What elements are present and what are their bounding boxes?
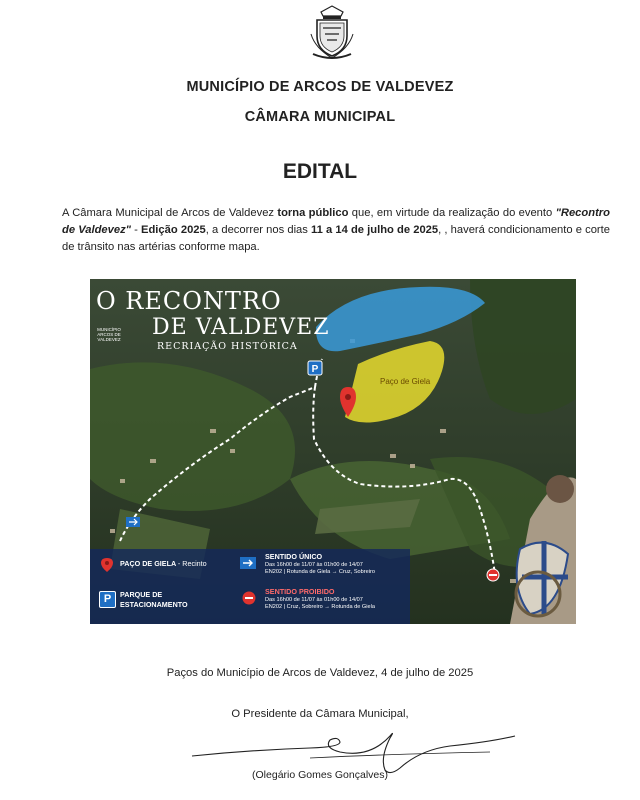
map-brand: MUNICÍPIO ARCOS DE VALDEVEZ bbox=[97, 327, 121, 342]
map-title-line2: DE VALDEVEZ bbox=[152, 315, 330, 340]
intro-text: A Câmara Municipal de Arcos de Valdevez bbox=[62, 207, 278, 219]
legend-one-way-line1: Das 16h00 de 11/07 às 01h00 de 14/07 bbox=[265, 562, 363, 568]
legend-venue-note: - Recinto bbox=[177, 559, 207, 568]
traffic-map bbox=[90, 279, 576, 624]
venue-pin-icon bbox=[100, 557, 114, 573]
intro-emphasis: torna público bbox=[277, 207, 349, 219]
event-name: "Recontro de Valdevez" bbox=[62, 207, 610, 236]
intro-text: , , haverá condicionamento e corte de trânsito nas artérias conforme mapa. bbox=[62, 224, 610, 253]
intro-text: - bbox=[130, 224, 142, 236]
document-title: EDITAL bbox=[282, 160, 358, 183]
intro-text: , a decorrer nos dias bbox=[205, 224, 312, 236]
map-title-line1: O RECONTRO bbox=[96, 287, 282, 315]
venue-label: Paço de Giela bbox=[380, 377, 431, 386]
signatory-title: O Presidente da Câmara Municipal, bbox=[231, 708, 409, 720]
no-entry-legend-icon bbox=[242, 591, 256, 605]
place-date: Paços do Município de Arcos de Valdevez, 4 de julho de 2025 bbox=[166, 667, 474, 679]
intro-text: que, em virtude da realização do evento bbox=[348, 207, 556, 219]
event-dates: 11 a 14 de julho de 2025 bbox=[311, 224, 439, 236]
signatory-name: (Olegário Gomes Gonçalves) bbox=[252, 769, 388, 781]
chamber-heading: CÂMARA MUNICIPAL bbox=[244, 109, 396, 125]
one-way-legend-icon bbox=[240, 557, 256, 569]
legend-prohibited-title: SENTIDO PROIBIDO bbox=[265, 587, 335, 596]
legend-one-way-line2: EN202 | Rotunda de Giela → Cruz, Sobreiro bbox=[265, 569, 375, 575]
map-subtitle: RECRIAÇÃO HISTÓRICA bbox=[157, 341, 298, 352]
event-edition: Edição 2025 bbox=[141, 224, 206, 236]
svg-text:P: P bbox=[311, 364, 319, 375]
legend-one-way-title: SENTIDO ÚNICO bbox=[265, 552, 323, 561]
municipality-heading: MUNICÍPIO DE ARCOS DE VALDEVEZ bbox=[186, 79, 454, 95]
municipal-coat-of-arms-icon bbox=[303, 4, 361, 62]
legend-prohibited-line2: EN202 | Cruz, Sobreiro → Rotunda de Giela bbox=[265, 604, 375, 610]
parking-legend-icon: P bbox=[99, 591, 116, 608]
legend-venue-label: PAÇO DE GIELA bbox=[120, 559, 176, 568]
intro-paragraph bbox=[62, 205, 610, 256]
legend-parking-line1: PARQUE DE bbox=[120, 590, 163, 599]
legend-venue bbox=[120, 559, 207, 568]
map-legend bbox=[90, 549, 410, 624]
legend-parking-line2: ESTACIONAMENTO bbox=[120, 600, 188, 609]
legend-prohibited-line1: Das 16h00 de 11/07 às 01h00 de 14/07 bbox=[265, 597, 363, 603]
